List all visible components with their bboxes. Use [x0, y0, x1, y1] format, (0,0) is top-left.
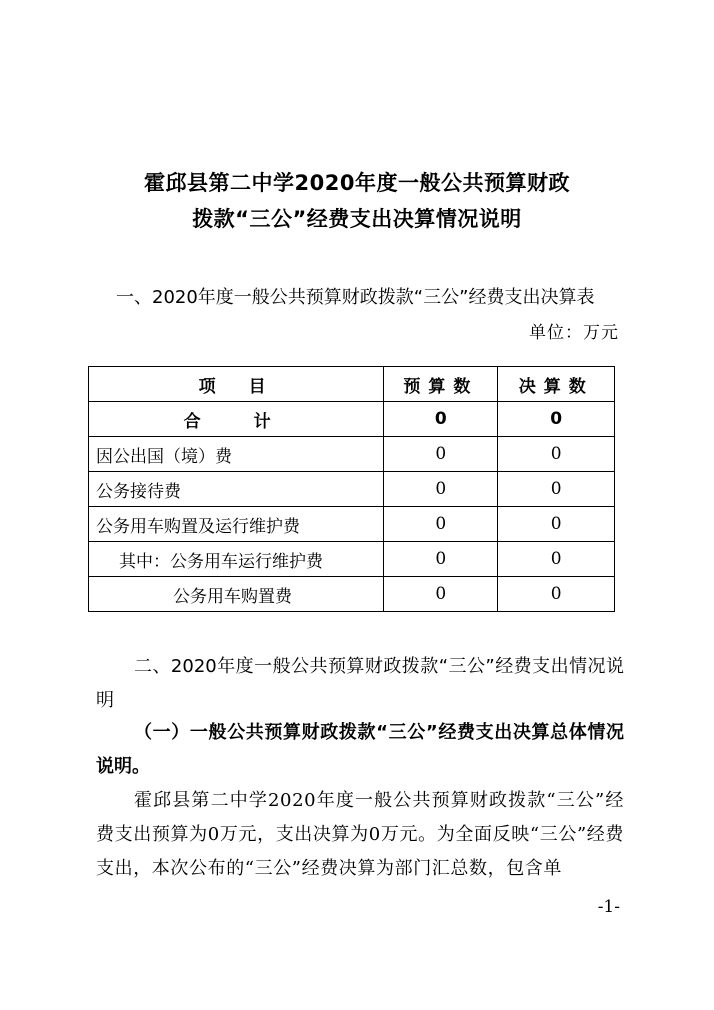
row-label: 公务接待费: [89, 472, 384, 507]
header-item: 项 目: [89, 367, 384, 402]
row-budget: 0: [384, 437, 498, 472]
table-row: [89, 542, 615, 577]
subsection1-heading: （一）一般公共预算财政拨款“三公”经费支出决算总体情况说明。: [96, 722, 624, 777]
table-row: [89, 437, 615, 472]
row-final: 0: [498, 437, 615, 472]
row-budget: 0: [384, 542, 498, 577]
row-final: 0: [498, 472, 615, 507]
row-final: 0: [498, 577, 615, 612]
row-final: 0: [498, 507, 615, 542]
table-header-row: [89, 367, 615, 402]
total-final: 0: [498, 402, 615, 437]
table-row-total: [89, 402, 615, 437]
row-label: 公务用车购置及运行维护费: [89, 507, 384, 542]
header-budget: 预算数: [384, 367, 498, 402]
document-title-line2: 拨款“三公”经费支出决算情况说明: [192, 207, 522, 231]
table-row: [89, 507, 615, 542]
table-row: [89, 472, 615, 507]
row-final: 0: [498, 542, 615, 577]
three-public-expense-table: [88, 366, 615, 612]
total-budget: 0: [384, 402, 498, 437]
page-number: -1-: [597, 897, 620, 917]
section1-heading: 一、2020年度一般公共预算财政拨款“三公”经费支出决算表: [116, 287, 595, 308]
body-paragraph: 霍邱县第二中学2020年度一般公共预算财政拨款“三公”经费支出预算为0万元，支出决算为0万元。为全面反映“三公”经费支出，本次公布的“三公”经费决算为部门汇总数，包含单: [96, 790, 624, 879]
row-budget: 0: [384, 472, 498, 507]
row-label: 公务用车购置费: [89, 577, 384, 612]
table-row: [89, 577, 615, 612]
document-title-line1: 霍邱县第二中学2020年度一般公共预算财政: [144, 171, 570, 195]
row-label: 其中：公务用车运行维护费: [89, 542, 384, 577]
row-label: 因公出国（境）费: [89, 437, 384, 472]
unit-label: 单位：万元: [529, 323, 619, 343]
section2-heading: 二、2020年度一般公共预算财政拨款“三公”经费支出情况说明: [96, 656, 624, 711]
row-budget: 0: [384, 507, 498, 542]
header-final: 决算数: [498, 367, 615, 402]
total-label: 合 计: [89, 402, 384, 437]
row-budget: 0: [384, 577, 498, 612]
